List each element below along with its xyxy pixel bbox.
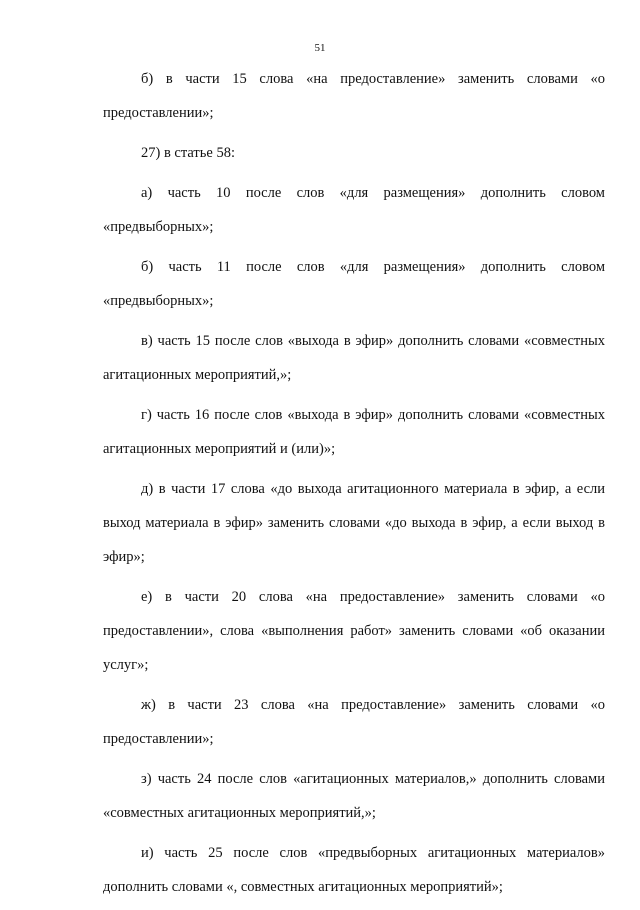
paragraph-v-part-15: в) часть 15 после слов «выхода в эфир» дополнить словами «совместных агитационных мероприятий,»; xyxy=(103,333,605,383)
paragraph-zh-part-23: ж) в части 23 слова «на предоставление» заменить словами «о предоставлении»; xyxy=(103,697,605,747)
document-body xyxy=(103,62,605,910)
page-number: 51 xyxy=(314,42,326,54)
paragraph-i-part-25: и) часть 25 после слов «предвыборных агитационных материалов» дополнить словами «, совместных агитационных мероприятий»; xyxy=(103,845,605,895)
paragraph-a-part-10: а) часть 10 после слов «для размещения» дополнить словом «предвыборных»; xyxy=(103,185,605,235)
paragraph-e-part-20: е) в части 20 слова «на предоставление» заменить словами «о предоставлении», слова «выполнения работ» заменить словами «об оказании услуг»; xyxy=(103,589,605,673)
paragraph-g-part-16: г) часть 16 после слов «выхода в эфир» дополнить словами «совместных агитационных мероприятий и (или)»; xyxy=(103,407,605,457)
paragraph-b-part-15: б) в части 15 слова «на предоставление» заменить словами «о предоставлении»; xyxy=(103,71,605,121)
paragraph-d-part-17: д) в части 17 слова «до выхода агитационного материала в эфир, а если выход материала в эфир» заменить словами «до выхода в эфир, а если выход в эфир»; xyxy=(103,481,605,565)
paragraph-b-part-11: б) часть 11 после слов «для размещения» дополнить словом «предвыборных»; xyxy=(103,259,605,309)
paragraph-z-part-24: з) часть 24 после слов «агитационных материалов,» дополнить словами «совместных агитационных мероприятий,»; xyxy=(103,771,605,821)
paragraph-article-58: 27) в статье 58: xyxy=(141,145,235,161)
